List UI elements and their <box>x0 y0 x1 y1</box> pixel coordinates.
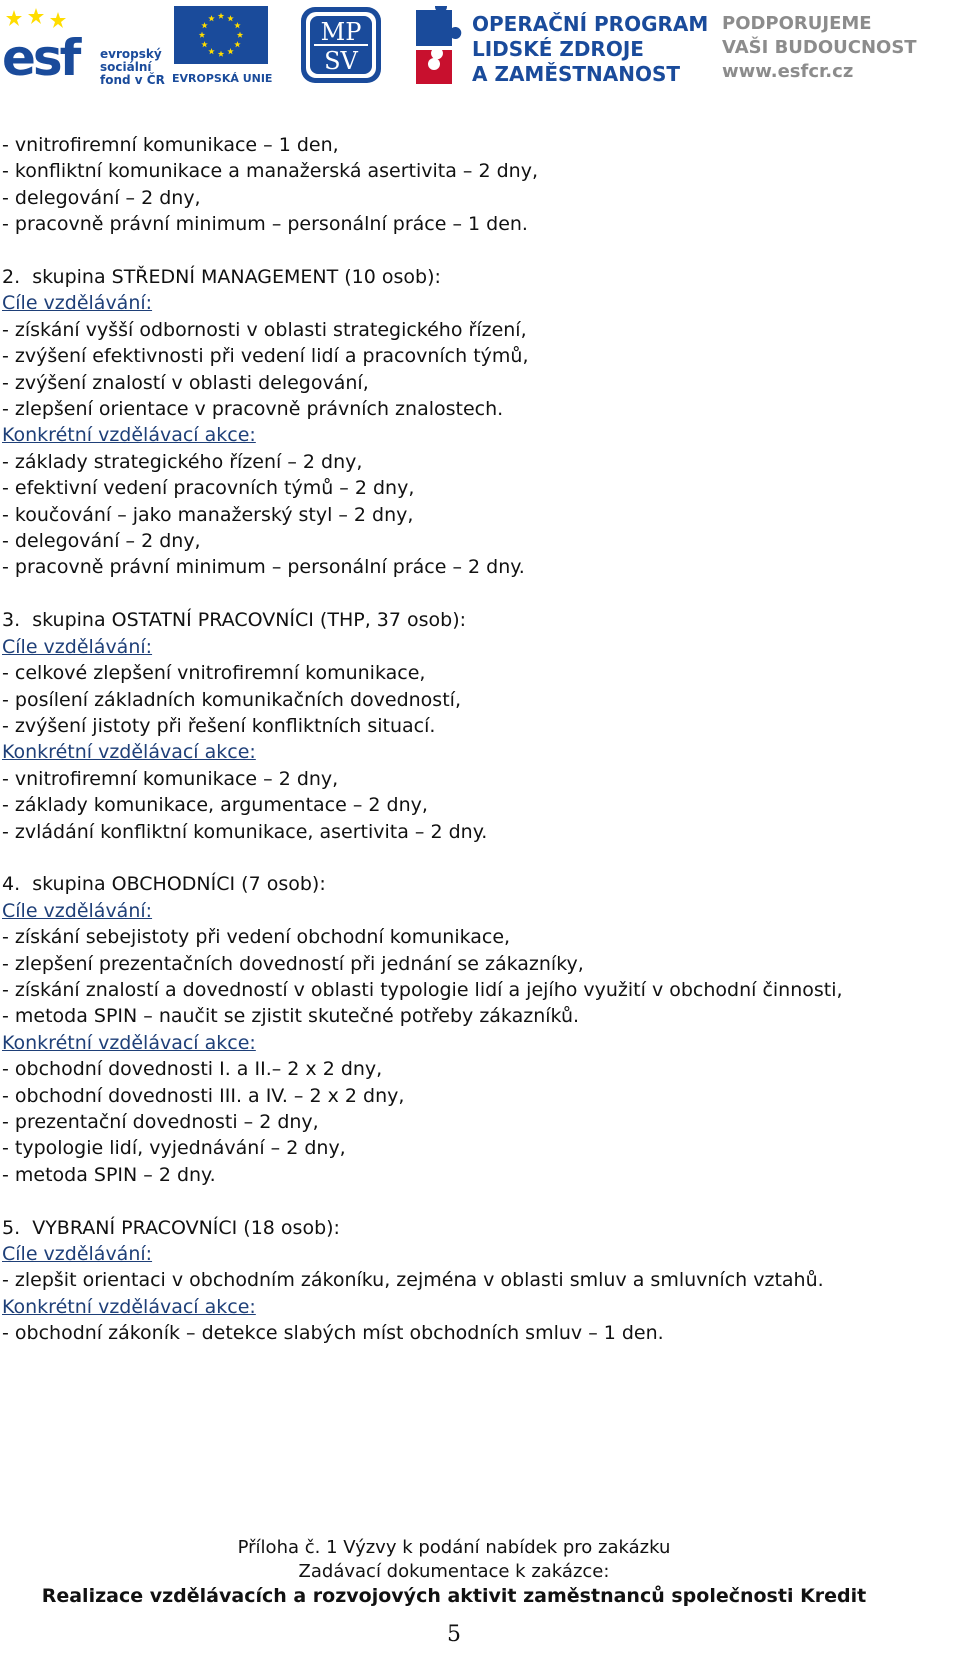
oplzz-text-line: A ZAMĚSTNANOST <box>472 62 681 86</box>
eu-star-icon <box>199 32 205 38</box>
action-item: - prezentační dovednosti – 2 dny, <box>2 1110 319 1133</box>
eu-star-icon <box>218 51 224 57</box>
group-title: 2. skupina STŘEDNÍ MANAGEMENT (10 osob): <box>2 266 441 289</box>
eu-star-icon <box>201 22 207 28</box>
actions-heading: Konkrétní vzdělávací akce: <box>2 424 256 447</box>
goal-item: - získání znalostí a dovedností v oblasti typologie lidí a jejího využití v obchodní činnosti, <box>2 978 843 1001</box>
document-body <box>2 132 950 1347</box>
esf-text-line: fond v ČR <box>100 73 165 87</box>
goal-item: - zlepšení prezentačních dovedností při jednání se zákazníky, <box>2 952 584 975</box>
oplzz-text-line: OPERAČNÍ PROGRAM <box>472 12 709 36</box>
goals-heading: Cíle vzdělávání: <box>2 899 153 922</box>
action-item: - obchodní dovednosti III. a IV. – 2 x 2 dny, <box>2 1084 405 1107</box>
goal-item: - zvýšení jistoty při řešení konfliktních situací. <box>2 714 436 737</box>
actions-heading: Konkrétní vzdělávací akce: <box>2 1295 256 1318</box>
footer-line: Zadávací dokumentace k zakázce: <box>298 1561 610 1582</box>
goal-item: - celkové zlepšení vnitrofiremní komunikace, <box>2 662 426 685</box>
group-title: 4. skupina OBCHODNÍCI (7 osob): <box>2 873 326 896</box>
eu-star-icon <box>208 48 214 54</box>
footer-project-title: Realizace vzdělávacích a rozvojových aktivit zaměstnanců společnosti Kredit <box>41 1585 867 1607</box>
eu-star-icon <box>237 32 243 38</box>
intro-item: - vnitrofiremní komunikace – 1 den, <box>2 134 339 156</box>
esf-logo <box>0 6 166 86</box>
action-item: - obchodní zákoník – detekce slabých míst obchodních smluv – 1 den. <box>2 1322 664 1345</box>
goal-item: - zvýšení efektivnosti při vedení lidí a pracovních týmů, <box>2 345 529 368</box>
mpsv-emblem-icon <box>300 6 382 84</box>
action-item: - obchodní dovednosti I. a II.– 2 x 2 dny, <box>2 1058 383 1081</box>
goal-item: - získání vyšší odbornosti v oblasti strategického řízení, <box>2 318 527 341</box>
page-footer <box>0 1536 908 1608</box>
eu-star-icon <box>208 15 214 21</box>
mpsv-logo <box>300 6 382 84</box>
goal-item: - zlepšení orientace v pracovně právních znalostech. <box>2 398 504 421</box>
intro-item: - konfliktní komunikace a manažerská asertivita – 2 dny, <box>2 160 538 183</box>
eu-label: EVROPSKÁ UNIE <box>172 72 273 85</box>
goal-item: - metoda SPIN – naučit se zjistit skutečné potřeby zákazníků. <box>2 1005 580 1028</box>
esf-text <box>100 48 165 87</box>
action-item: - pracovně právní minimum – personální práce – 2 dny. <box>2 556 525 579</box>
action-item: - základy strategického řízení – 2 dny, <box>2 450 363 473</box>
eu-star-icon <box>227 15 233 21</box>
footer-line: Příloha č. 1 Výzvy k podání nabídek pro zakázku <box>237 1537 671 1558</box>
eu-star-icon <box>227 48 233 54</box>
esf-text-line: evropský <box>100 47 162 61</box>
page-number: 5 <box>447 1622 461 1647</box>
actions-heading: Konkrétní vzdělávací akce: <box>2 741 256 764</box>
esf-text-line: sociální <box>100 60 152 74</box>
action-item: - zvládání konfliktní komunikace, asertivita – 2 dny. <box>2 820 488 843</box>
actions-heading: Konkrétní vzdělávací akce: <box>2 1031 256 1054</box>
goals-heading: Cíle vzdělávání: <box>2 292 153 315</box>
pod-text-line: PODPORUJEME <box>722 13 872 34</box>
action-item: - koučování – jako manažerský styl – 2 dny, <box>2 503 414 526</box>
eu-star-icon <box>234 41 240 47</box>
goal-item: - získání sebejistoty při vedení obchodní komunikace, <box>2 926 511 949</box>
goal-item: - zlepšit orientaci v obchodním zákoníku, zejména v oblasti smluv a smluvních vztahů. <box>2 1269 824 1292</box>
eu-star-icon <box>234 22 240 28</box>
puzzle-icon <box>412 6 468 86</box>
intro-item: - pracovně právní minimum – personální práce – 1 den. <box>2 213 528 236</box>
logo-header <box>0 0 960 92</box>
esf-letters: esf <box>2 29 79 87</box>
group-title: 3. skupina OSTATNÍ PRACOVNÍCI (THP, 37 osob): <box>2 609 467 632</box>
eu-star-icon <box>201 41 207 47</box>
mpsv-text-bottom: SV <box>324 47 358 75</box>
action-item: - delegování – 2 dny, <box>2 530 201 553</box>
eu-flag-icon <box>174 6 268 64</box>
action-item: - efektivní vedení pracovních týmů – 2 dny, <box>2 477 415 500</box>
intro-item: - delegování – 2 dny, <box>2 186 201 209</box>
oplzz-text <box>472 12 708 87</box>
mpsv-text-top: MP <box>320 18 362 46</box>
group-title: 5. VYBRANÍ PRACOVNÍCI (18 osob): <box>2 1216 340 1239</box>
goals-heading: Cíle vzdělávání: <box>2 635 153 658</box>
goals-heading: Cíle vzdělávání: <box>2 1243 153 1265</box>
goal-item: - zvýšení znalostí v oblasti delegování, <box>2 371 369 394</box>
oplzz-logo <box>412 6 709 90</box>
action-item: - metoda SPIN – 2 dny. <box>2 1163 216 1186</box>
oplzz-text-line: LIDSKÉ ZDROJE <box>472 37 644 61</box>
goal-item: - posílení základních komunikačních dovedností, <box>2 688 461 711</box>
action-item: - základy komunikace, argumentace – 2 dny, <box>2 794 428 817</box>
podporujeme-logo <box>722 12 958 90</box>
esfcr-url-link[interactable]: www.esfcr.cz <box>722 61 854 82</box>
pod-text-line: VAŠI BUDOUCNOST <box>722 37 917 58</box>
eu-star-icon <box>218 13 224 19</box>
action-item: - typologie lidí, vyjednávání – 2 dny, <box>2 1137 346 1160</box>
eu-logo <box>172 6 272 86</box>
action-item: - vnitrofiremní komunikace – 2 dny, <box>2 767 339 790</box>
